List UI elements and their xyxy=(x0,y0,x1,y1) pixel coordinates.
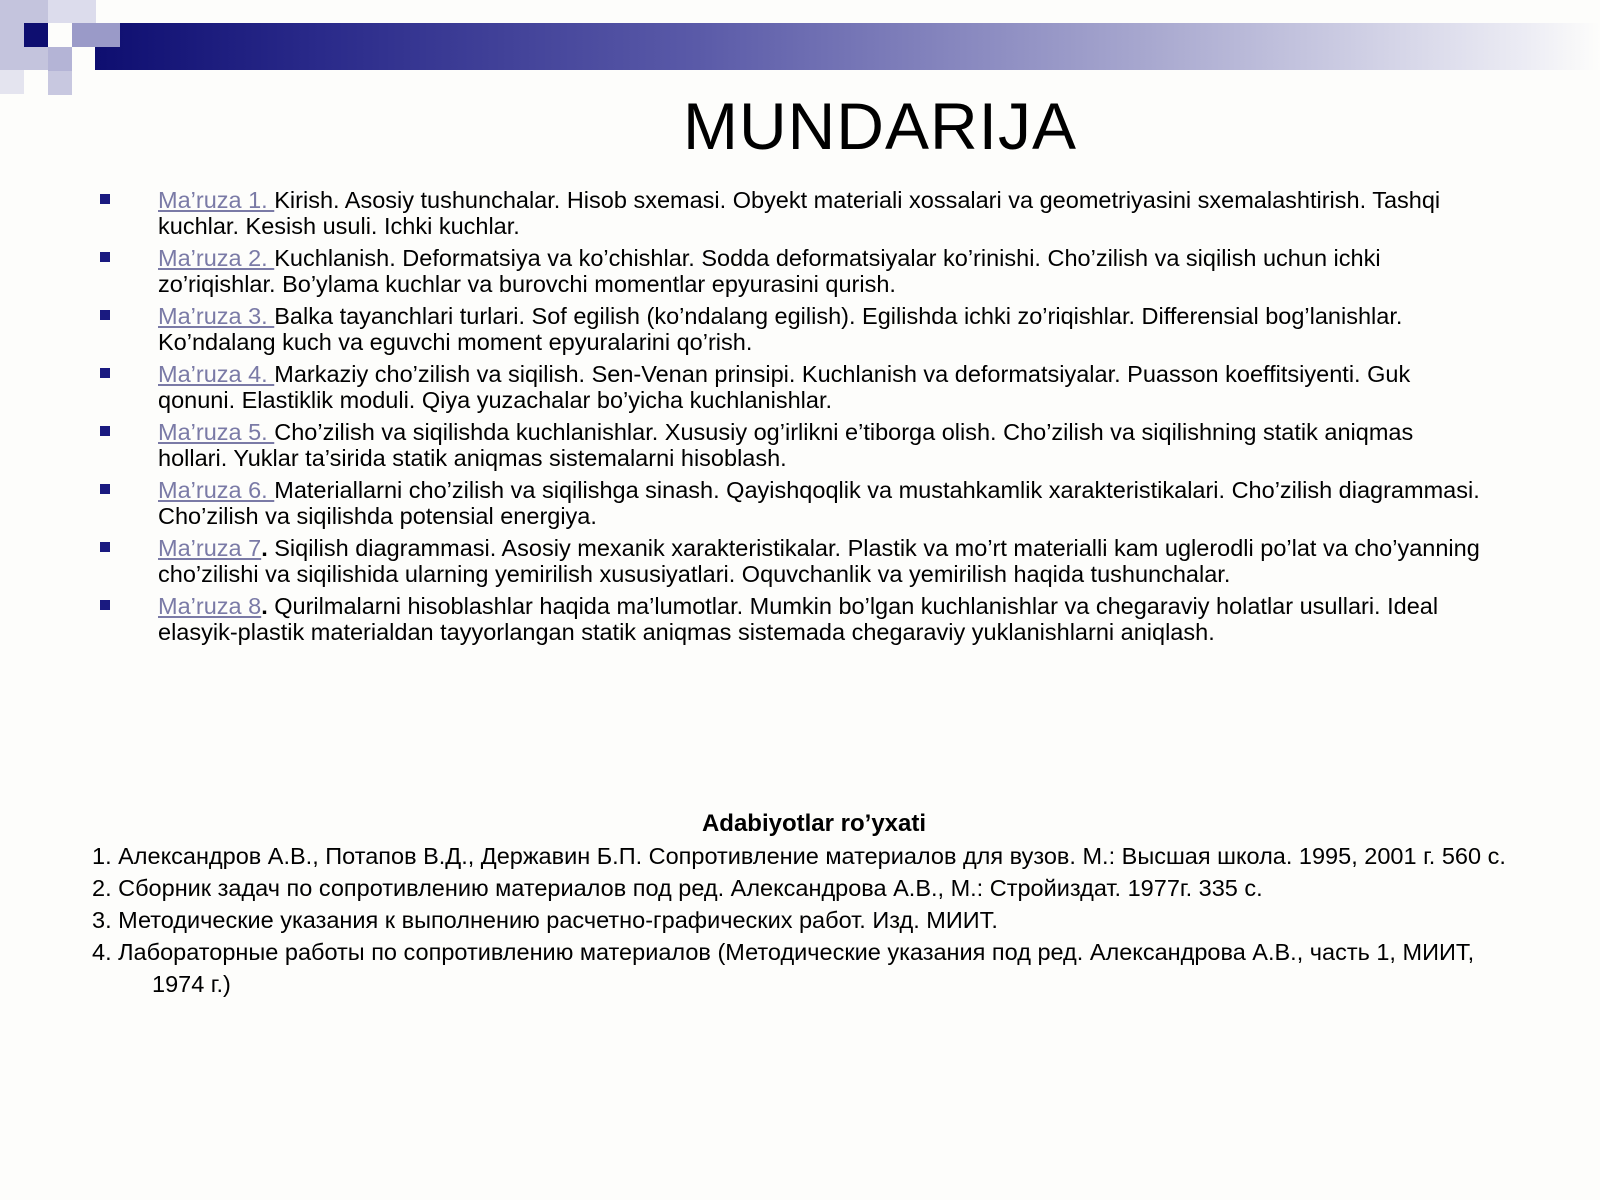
square-bullet-icon xyxy=(100,252,110,262)
lecture-1-link[interactable]: Ma’ruza 1. xyxy=(158,187,275,213)
lecture-4-link[interactable]: Ma’ruza 4. xyxy=(158,361,275,387)
header-decor-square xyxy=(24,23,48,47)
lecture-8-link[interactable]: Ma’ruza 8 xyxy=(158,593,262,619)
page-title: MUNDARIJA xyxy=(682,89,1077,163)
link-separator: . xyxy=(261,535,268,561)
lecture-6-link[interactable]: Ma’ruza 6. xyxy=(158,477,275,503)
references-heading: Adabiyotlar ro’yxati xyxy=(701,810,927,837)
square-bullet-icon xyxy=(100,484,110,494)
square-bullet-icon xyxy=(100,600,110,610)
reference-item: 3. Методические указания к выполнению расчетно-графических работ. Изд. МИИТ. xyxy=(92,907,998,933)
header-decor-square xyxy=(72,23,120,47)
contents-item-text: Kirish. Asosiy tushunchalar. Hisob sxemasi. Obyekt materiali xossalari va geometriyasini sxemalashtirish. Tashqi kuchlar. Kesish usuli. Ichki kuchlar. xyxy=(158,187,1441,239)
references-list xyxy=(92,840,1532,1000)
lecture-5-link[interactable]: Ma’ruza 5. xyxy=(158,419,275,445)
lecture-2-link[interactable]: Ma’ruza 2. xyxy=(158,245,275,271)
contents-item-text: Markaziy cho’zilish va siqilish. Sen-Venan prinsipi. Kuchlanish va deformatsiyalar. Puasson koeffitsiyenti. Guk qonuni. Elastiklik moduli. Qiya yuzachalar bo’yicha kuchlanishlar. xyxy=(158,361,1411,413)
contents-item-text: Materiallarni cho’zilish va siqilishga sinash. Qayishqoqlik va mustahkamlik xarakteristikalari. Cho’zilish diagrammasi. Cho’zilish va siqilishda potensial energiya. xyxy=(158,477,1480,529)
header-decor-square xyxy=(48,0,96,23)
link-separator: . xyxy=(261,593,268,619)
contents-item xyxy=(100,478,1480,529)
square-bullet-icon xyxy=(100,542,110,552)
lecture-7-link[interactable]: Ma’ruza 7 xyxy=(158,535,262,561)
reference-item: 4. Лабораторные работы по сопротивлению материалов (Методические указания под ред. Александрова А.В., часть 1, МИИТ, 1974 г.) xyxy=(92,939,1475,997)
contents-item-text: Qurilmalarni hisoblashlar haqida ma’lumotlar. Mumkin bo’lgan kuchlanishlar va chegaraviy holatlar usullari. Ideal elasyik-plastik materialdan tayyorlangan statik aniqmas sistemada chegaraviy yuklanishlarni aniqlash. xyxy=(158,593,1439,645)
contents-item-text: Cho’zilish va siqilishda kuchlanishlar. Xususiy og’irlikni e’tiborga olish. Cho’zilish va siqilishning statik aniqmas hollari. Yuklar ta’sirida statik aniqmas sistemalarni hisoblash. xyxy=(158,419,1414,471)
contents-list xyxy=(100,188,1480,652)
square-bullet-icon xyxy=(100,310,110,320)
square-bullet-icon xyxy=(100,194,110,204)
reference-item: 2. Сборник задач по сопротивлению материалов под ред. Александрова А.В., М.: Стройиздат. 1977г. 335 с. xyxy=(92,875,1263,901)
reference-item: 1. Александров А.В., Потапов В.Д., Державин Б.П. Сопротивление материалов для вузов. М.: Высшая школа. 1995, 2001 г. 560 с. xyxy=(92,843,1506,869)
square-bullet-icon xyxy=(100,426,110,436)
lecture-3-link[interactable]: Ma’ruza 3. xyxy=(158,303,275,329)
square-bullet-icon xyxy=(100,368,110,378)
contents-item-text: Siqilish diagrammasi. Asosiy mexanik xarakteristikalar. Plastik va mo’rt materialli kam uglerodli po’lat va cho’yanning cho’zilishi va siqilishida ularning yemirilish xususiyatlari. Oquvchanlik va yemirilish haqida tushunchalar. xyxy=(158,535,1480,587)
header-decor-square xyxy=(48,47,72,71)
contents-item xyxy=(100,188,1480,239)
header-gradient-bar xyxy=(95,23,1600,70)
contents-item xyxy=(100,594,1480,645)
contents-item-text: Balka tayanchlari turlari. Sof egilish (ko’ndalang egilish). Egilishda ichki zo’riqishlar. Differensial bog’lanishlar. Ko’ndalang kuch va eguvchi moment epyuralarini qo’rish. xyxy=(158,303,1403,355)
contents-item-text: Kuchlanish. Deformatsiya va ko’chishlar. Sodda deformatsiyalar ko’rinishi. Cho’zilish va siqilish uchun ichki zo’riqishlar. Bo’ylama kuchlar va burovchi momentlar epyurasini qurish. xyxy=(158,245,1381,297)
contents-item xyxy=(100,362,1480,413)
contents-item xyxy=(100,536,1480,587)
contents-item xyxy=(100,420,1480,471)
contents-item xyxy=(100,304,1480,355)
contents-item xyxy=(100,246,1480,297)
